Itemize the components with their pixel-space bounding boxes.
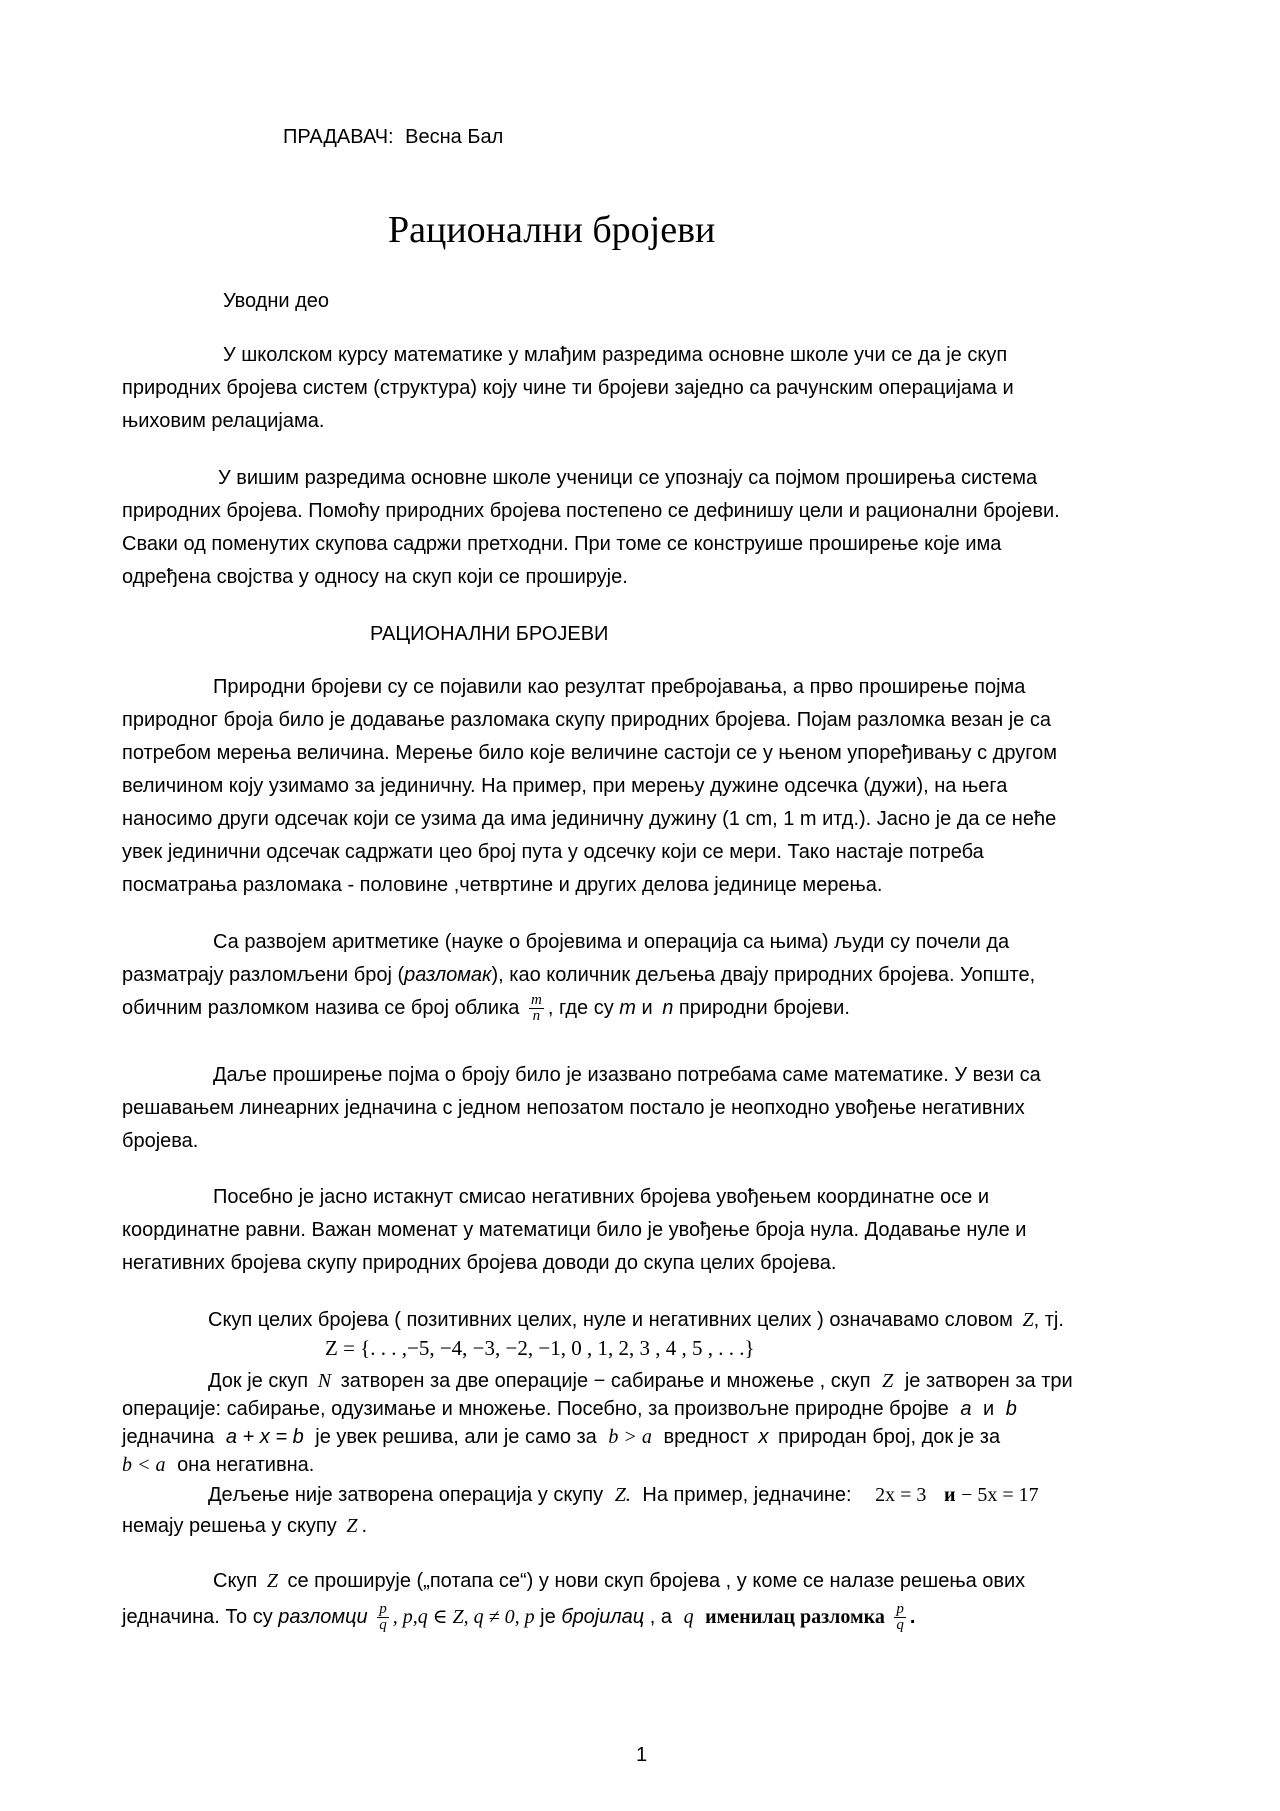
p3-line-2: природног броја било је додавање разломака скупу природних бројева. Појам разломка везан је са <box>122 709 1051 731</box>
p6-line-1: Посебно је јасно истакнут смисао негативних бројева увођењем координатне осе и <box>213 1186 990 1208</box>
p6-line-3: негативних бројева скупу природних бројева доводи до скупа целих бројева. <box>122 1252 837 1274</box>
p4-line-2: разматрају разломљени број (разломак), као количник дељења двају природних бројева. Уопште, <box>122 964 1036 986</box>
p7-line-7: Дељење није затворена операција у скупу Z. На пример, једначине: 2x = 3 и − 5x = 17 <box>208 1484 1039 1506</box>
p7-line-5: једначина a + x = b је увек решива, али је само за b > a вредност x природан број, док је за <box>122 1426 1001 1448</box>
p7-line-8: немају решења у скупу Z . <box>122 1515 367 1537</box>
intro-heading: Уводни део <box>223 290 330 312</box>
p3-line-5: наносимо други одсечак који се узима да има јединичну дужину (1 cm, 1 m итд.). Јасно је да се неће <box>122 808 1057 830</box>
p2-line-4: одређена својства у односу на скуп који се проширује. <box>122 566 628 588</box>
p2-line-1: У вишим разредима основне школе ученици се упознају са појмом проширења система <box>218 467 1038 489</box>
author-line <box>283 126 503 149</box>
p7-line-3: Док је скуп N затворен за две операције − сабирање и множење , скуп Z је затворен за три <box>208 1370 1073 1392</box>
section-heading: РАЦИОНАЛНИ БРОЈЕВИ <box>370 623 609 645</box>
p8-line-1: Скуп Z се проширује („потапа се“) у нови скуп бројева , у коме се налазе решења ових <box>213 1570 1026 1592</box>
p1-line-2: природних бројева систем (структура) коју чине ти бројеви заједно са рачунским операцијама и <box>122 377 1014 399</box>
p4-line-1: Са развојем аритметике (науке о бројевима и операција са њима) људи су почели да <box>213 931 1010 953</box>
p1-line-1: У школском курсу математике у млађим разредима основне школе учи се да је скуп <box>223 344 1008 366</box>
p3-line-6: увек јединични одсечак садржати цео број пута у одсечку који се мери. Тако настаје потреба <box>122 841 984 863</box>
fraction-p-over-q: $\frac{p}{q}$ <box>379 1601 387 1633</box>
p4-line-3: обичним разломком назива се број облика $\frac{m}{n}$ , где су m и n природни бројеви. <box>122 992 850 1024</box>
p1-line-3: њиховим релацијама. <box>122 410 325 432</box>
p7-line-4: операције: сабирање, одузимање и множење. Посебно, за произвољне природне бројве a и b <box>122 1398 1017 1420</box>
fraction-m-over-n: $\frac{m}{n}$ <box>530 992 542 1024</box>
p3-line-1: Природни бројеви су се појавили као резултат пребројавања, а прво проширење појма <box>213 676 1026 698</box>
author-label: ПРАДАВАЧ: <box>283 126 394 148</box>
p6-line-2: координатне равни. Важан моменат у математици било је увођење броја нула. Додавање нуле и <box>122 1219 1027 1241</box>
fraction-p-over-q-2: $\frac{p}{q}$ <box>896 1601 904 1633</box>
p5-line-2: решавањем линеарних једначина с једном непозатом постало је неопходно увођење негативних <box>122 1097 1025 1119</box>
p2-line-3: Сваки од поменутих скупова садржи претходни. При томе се конструише проширење које има <box>122 533 1002 555</box>
page-title: Рационални бројеви <box>388 209 716 251</box>
fraction-term: разломак <box>404 964 492 986</box>
p5-line-3: бројева. <box>122 1130 199 1152</box>
p2-line-2: природних бројева. Помоћу природних бројева постепено се дефинишу цели и рационални бројеви. <box>122 500 1060 522</box>
p3-line-7: посматрања разломака - половине ,четвртине и других делова јединице мерења. <box>122 874 883 896</box>
p7-line-1: Скуп целих бројева ( позитивних целих, нуле и негативних целих ) означавамо словом Z, тј. <box>208 1309 1064 1331</box>
page-number: 1 <box>636 1744 648 1766</box>
p5-line-1: Даље проширење појма о броју било је изазвано потребама саме математике. У вези са <box>213 1064 1041 1086</box>
author-name: Весна Бал <box>405 126 504 148</box>
integer-set-formula: Z = {. . . ,−5, −4, −3, −2, −1, 0 , 1, 2, 3 , 4 , 5 , . . .} <box>325 1336 755 1360</box>
p8-line-2: једначина. То су разломци $\frac{p}{q}$ , p,q ∈ Z, q ≠ 0, p је бројилац , а q именилац разломка $\frac{p}{q}$ . <box>122 1601 916 1633</box>
p3-line-4: величином коју узимамо за јединичну. На пример, при мерењу дужине одсечка (дужи), на њега <box>122 775 1008 797</box>
p7-line-6: b < a она негативна. <box>122 1454 315 1476</box>
p3-line-3: потребом мерења величина. Мерење било које величине састоји се у њеном упоређивању с другом <box>122 742 1057 764</box>
